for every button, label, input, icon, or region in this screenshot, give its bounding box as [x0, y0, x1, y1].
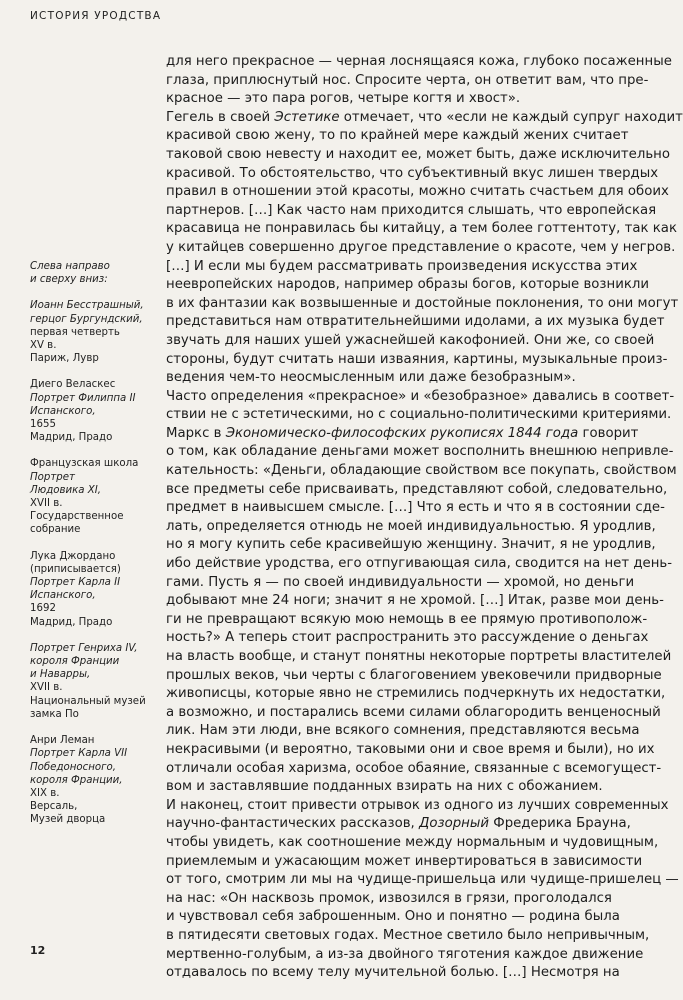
text-line: для него прекрасное — черная лоснящаяся кожа, глубоко посаженные: [166, 54, 672, 69]
text-line: ность?» А теперь стоит распространить это рассуждение о деньгах: [166, 630, 649, 646]
text-line: красное — это пара рогов, четыре когтя и хвост».: [166, 91, 521, 107]
caption-item: Анри Леман Портрет Карла VII Победоносного, короля Франции, XIX в. Версаль, Музей дворца: [30, 735, 128, 826]
caption-item: Портрет Генриха IV, короля Франции и Наварры, XVII в. Национальный музей замка По: [30, 642, 146, 720]
text-line: отдавалось по всему телу мучительной болью. […] Несмотря на: [166, 965, 620, 981]
text-line: приемлемым и ужасающим может инвертироваться в зависимости: [166, 853, 643, 869]
text-line: представиться нам отвратительнейшими идолами, а их музыка будет: [166, 314, 665, 330]
text-line: в пятидесяти световых годах. Местное светило было непривычным,: [166, 927, 650, 943]
text-line: лик. Нам эти люди, вне всякого сомнения, представляются весьма: [166, 723, 640, 739]
caption-intro: Слева направо и сверху вниз:: [30, 261, 110, 286]
body-text: [166, 53, 683, 983]
text-line: научно-фантастических рассказов, Дозорный Фредерика Брауна,: [166, 816, 631, 832]
text-line: Маркс в Экономическо-философских рукописях 1844 года говорит: [166, 425, 639, 441]
text-line: красавица не понравилась бы китайцу, а тем более готтентоту, так как: [166, 221, 677, 237]
text-line: некрасивыми (и вероятно, таковыми они и свое время и были), но их: [166, 741, 655, 757]
text-line: глаза, приплюснутый нос. Спросите черта, он ответит вам, что пре-: [166, 72, 649, 88]
text-line: ибо действие уродства, его отпугивающая сила, сводится на нет день-: [166, 556, 673, 572]
caption-item: Французская школа Портрет Людовика XI, XVII в. Государственное собрание: [30, 458, 139, 536]
text-line: но я могу купить себе красивейшую женщину. Значит, я не уродлив,: [166, 537, 656, 553]
text-line: стороны, будут считать наши изваяния, картины, музыкальные произ-: [166, 351, 668, 367]
text-line: гами. Пусть я — по своей индивидуальности — хромой, но деньги: [166, 574, 635, 590]
text-line: звучать для наших ушей ужаснейшей какофонией. Они же, со своей: [166, 332, 655, 348]
text-line: на нас: «Он насквозь промок, извозился в грязи, проголодался: [166, 890, 612, 906]
text-line: отличали особая харизма, особое обаяние, связанные с всемогущест-: [166, 760, 662, 776]
text-line: И наконец, стоит привести отрывок из одного из лучших современных: [166, 797, 669, 813]
caption-item: Лука Джордано (приписывается) Портрет Карла II Испанского, 1692 Мадрид, Прадо: [30, 550, 121, 628]
text-line: вом и заставлявшие подданных взирать на них с обожанием.: [166, 779, 603, 795]
text-line: Гегель в своей Эстетике отмечает, что «если не каждый супруг находит: [166, 109, 683, 125]
text-line: прошлых веков, чьи черты с благоговением увековечили придворные: [166, 667, 662, 683]
page-number: 12: [30, 944, 46, 957]
text-line: живописцы, которые явно не стремились подчеркнуть их недостатки,: [166, 686, 666, 702]
text-line: все предметы себе присваивать, представляют собой, следовательно,: [166, 481, 668, 497]
text-line: Часто определения «прекрасное» и «безобразное» давались в соответ-: [166, 388, 675, 404]
text-line: лать, определяется отнюдь не моей индивидуальностью. Я уродлив,: [166, 518, 656, 534]
text-line: мертвенно-голубым, а из-за двойного тяготения каждое движение: [166, 946, 644, 962]
text-line: у китайцев совершенно другое представление о красоте, чем у негров.: [166, 239, 676, 255]
text-line: в их фантазии как возвышенные и достойные поклонения, то они могут: [166, 295, 679, 311]
text-line: и чувствовал себя заброшенным. Оно и понятно — родина была: [166, 909, 620, 925]
caption-item: Диего Веласкес Портрет Филиппа II Испанского, 1655 Мадрид, Прадо: [30, 379, 136, 444]
text-line: неевропейских народов, например образы богов, которые возникли: [166, 277, 650, 293]
text-line: красивой свою жену, то по крайней мере каждый жених считает: [166, 128, 629, 144]
text-line: чтобы увидеть, как соотношение между нормальным и чудовищным,: [166, 834, 659, 850]
text-line: правил в отношении этой красоты, можно считать счастьем для обоих: [166, 184, 669, 200]
text-line: о том, как обладание деньгами может восполнить внешнюю непривле-: [166, 444, 674, 460]
text-line: партнеров. […] Как часто нам приходится слышать, что европейская: [166, 202, 657, 218]
caption-item: Иоанн Бесстрашный, герцог Бургундский, первая четверть XV в. Париж, Лувр: [30, 300, 144, 365]
image-captions: [30, 260, 148, 840]
text-line: ги не превращают всякую мою немощь в ее прямую противополож-: [166, 611, 648, 627]
text-line: на власть вообще, и станут понятны некоторые портреты властителей: [166, 649, 672, 664]
text-line: ведения чем-то неосмысленным или даже безобразным».: [166, 370, 576, 386]
text-line: […] И если мы будем рассматривать произведения искусства этих: [166, 258, 638, 274]
running-head: ИСТОРИЯ УРОДСТВА: [30, 10, 162, 22]
text-line: предмет в наивысшем смысле. […] Что я есть и что я в состоянии сде-: [166, 500, 665, 516]
text-line: ствии не с эстетическими, но с социально-политическими критериями.: [166, 407, 672, 423]
text-line: таковой свою невесту и находит ее, может быть, даже исключительно: [166, 146, 671, 162]
text-line: красивой. То обстоятельство, что субъективный вкус лишен твердых: [166, 165, 659, 181]
text-line: добывают мне 24 ноги; значит я не хромой. […] Итак, разве мои день-: [166, 593, 664, 609]
text-line: а возможно, и постарались всеми силами облагородить венценосный: [166, 704, 661, 720]
text-line: от того, смотрим ли мы на чудище-пришельца или чудище-пришелец —: [166, 872, 679, 888]
text-line: кательность: «Деньги, обладающие свойством все покупать, свойством: [166, 463, 677, 479]
